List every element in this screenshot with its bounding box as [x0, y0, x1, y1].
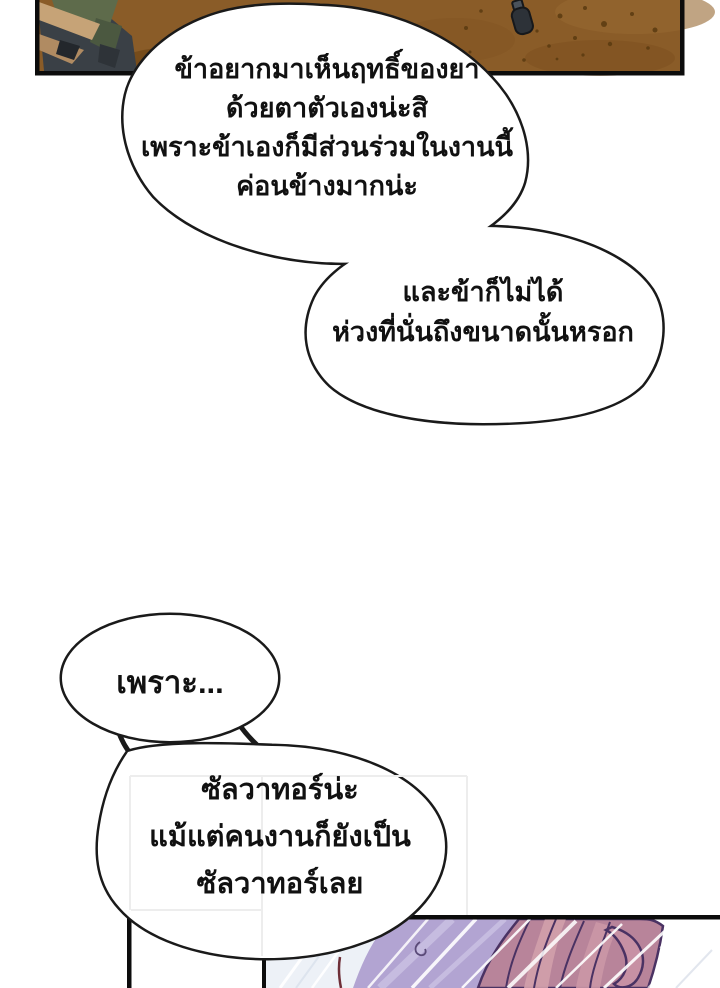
speech-bubble-2-text	[293, 272, 673, 352]
bubble-4-line-3: ซัลวาทอร์เลย	[196, 868, 364, 900]
bubble-1-line-2: ด้วยตาตัวเองน่ะสิ	[226, 93, 428, 123]
bubble-2-line-1: และข้าก็ไม่ได้	[402, 277, 564, 307]
speech-bubble-1-text	[137, 50, 517, 206]
speech-bubble-3-text	[70, 662, 270, 704]
bubble-3-line-1: เพราะ...	[116, 665, 224, 700]
bubble-1-line-1: ข้าอยากมาเห็นฤทธิ์ของยา	[174, 54, 480, 84]
bubble-2-line-2: ห่วงที่นั่นถึงขนาดนั้นหรอก	[332, 317, 634, 347]
bubble-4-line-1: ซัลวาทอร์น่ะ	[201, 774, 359, 806]
bubble-4-line-2: แม้แต่คนงานก็ยังเป็น	[149, 821, 411, 853]
bubble-1-line-3: เพราะข้าเองก็มีส่วนร่วมในงานนี้	[140, 132, 514, 162]
speech-bubble-4-text	[95, 767, 465, 908]
bubble-1-line-4: ค่อนข้างมากน่ะ	[236, 171, 418, 201]
